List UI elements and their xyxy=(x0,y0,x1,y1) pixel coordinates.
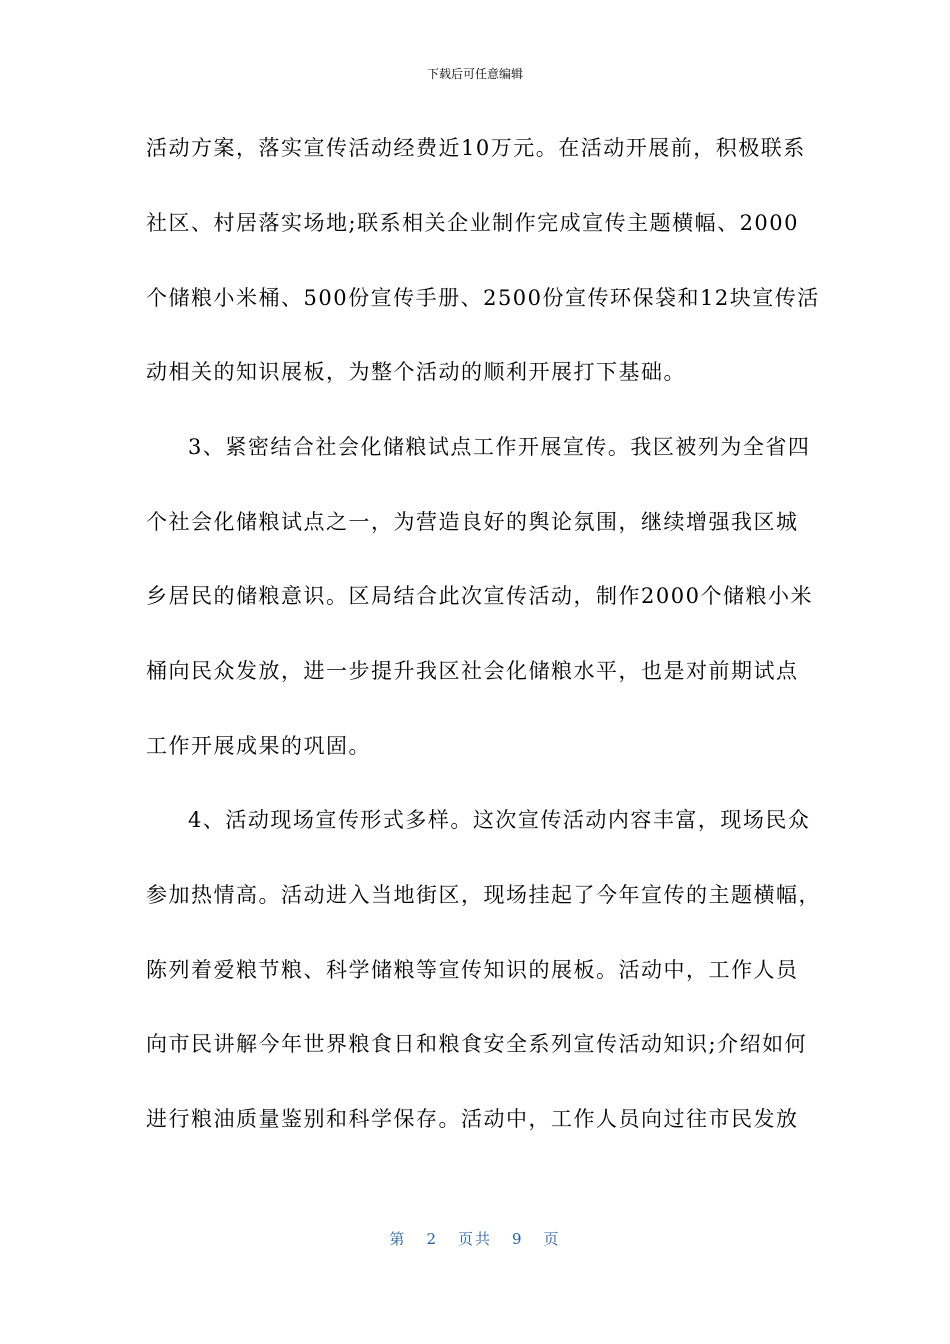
body-line: 活动方案，落实宣传活动经费近10万元。在活动开展前，积极联系 xyxy=(146,136,806,160)
body-line: 社区、村居落实场地;联系相关企业制作完成宣传主题横幅、2000 xyxy=(146,211,800,235)
body-line: 乡居民的储粮意识。区局结合此次宣传活动，制作2000个储粮小米 xyxy=(146,584,813,608)
body-line: 参加热情高。活动进入当地街区，现场挂起了今年宣传的主题横幅， xyxy=(146,883,821,907)
body-line: 陈列着爱粮节粮、科学储粮等宣传知识的展板。活动中，工作人员 xyxy=(146,958,799,982)
body-line: 桶向民众发放，进一步提升我区社会化储粮水平，也是对前期试点 xyxy=(146,659,799,683)
body-line: 进行粮油质量鉴别和科学保存。活动中，工作人员向过往市民发放 xyxy=(146,1107,799,1131)
body-line: 3、紧密结合社会化储粮试点工作开展宣传。我区被列为全省四 xyxy=(188,435,811,459)
footer-prefix: 第 xyxy=(389,1230,407,1248)
body-line: 个储粮小米桶、500份宣传手册、2500份宣传环保袋和12块宣传活 xyxy=(146,286,820,310)
footer-total-pages: 9 xyxy=(512,1230,524,1248)
footer-middle: 页共 xyxy=(457,1230,492,1248)
footer-suffix: 页 xyxy=(543,1230,561,1248)
body-line: 向市民讲解今年世界粮食日和粮食安全系列宣传活动知识;介绍如何 xyxy=(146,1032,808,1056)
page-header: 下载后可任意编辑 xyxy=(426,67,523,81)
body-line: 4、活动现场宣传形式多样。这次宣传活动内容丰富，现场民众 xyxy=(188,808,811,832)
body-line: 个社会化储粮试点之一，为营造良好的舆论氛围，继续增强我区城 xyxy=(146,510,799,534)
body-line: 工作开展成果的巩固。 xyxy=(146,734,371,758)
page-footer xyxy=(0,1229,950,1249)
body-line: 动相关的知识展板，为整个活动的顺利开展打下基础。 xyxy=(146,360,686,384)
footer-page-number: 2 xyxy=(426,1230,438,1248)
